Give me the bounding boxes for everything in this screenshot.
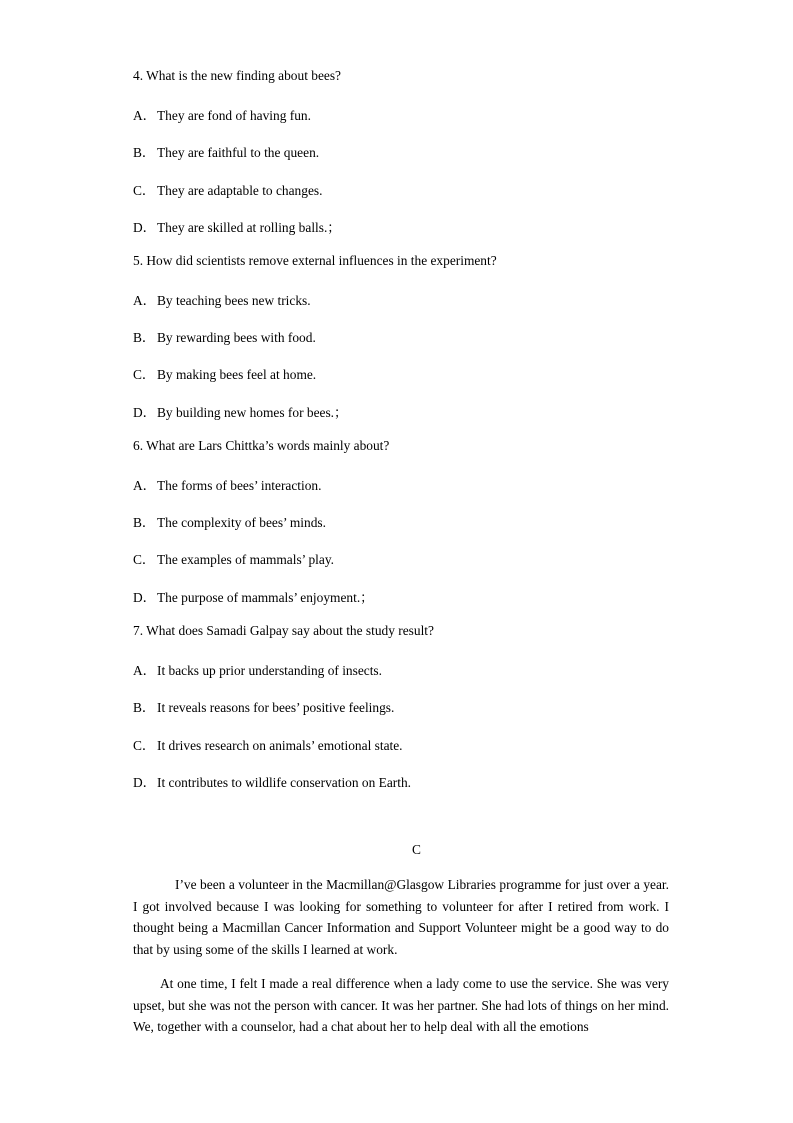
option-letter: B． <box>133 330 156 345</box>
question-4-option-d <box>133 217 341 236</box>
option-text: They are fond of having fun. <box>157 108 311 123</box>
section-c-paragraph-2: At one time, I felt I made a real difference when a lady come to use the service. She was very upset, but she was not the person with cancer. It was her partner. She had lots of things on her mind. We, together with a counselor, had a chat about her to help deal with all the emotions <box>133 976 669 1034</box>
option-letter: C． <box>133 738 156 753</box>
option-letter: D． <box>133 405 157 420</box>
question-5-option-a <box>133 290 311 309</box>
option-text: By building new homes for bees.； <box>157 405 348 420</box>
option-letter: B． <box>133 515 156 530</box>
option-text: They are faithful to the queen. <box>157 145 320 160</box>
question-6-option-a <box>133 475 321 494</box>
section-c-title: C <box>412 842 421 857</box>
option-text: The complexity of bees’ minds. <box>157 515 326 530</box>
question-5-stem: 5. How did scientists remove external influences in the experiment? <box>133 253 497 268</box>
option-text: It drives research on animals’ emotional state. <box>157 738 403 753</box>
option-text: It reveals reasons for bees’ positive feelings. <box>157 700 395 715</box>
section-c-paragraph-1: I’ve been a volunteer in the Macmillan@Glasgow Libraries programme for just over a year. I got involved because I was looking for something to volunteer for after I retired from work. I thought being a Macmillan Cancer Information and Support Volunteer might be a good way to do that by using some of the skills I learned at work. <box>133 877 669 957</box>
question-6-stem: 6. What are Lars Chittka’s words mainly about? <box>133 438 390 453</box>
question-7-option-a <box>133 660 382 679</box>
option-letter: A． <box>133 478 157 493</box>
option-text: The forms of bees’ interaction. <box>157 478 322 493</box>
option-text: They are adaptable to changes. <box>157 183 323 198</box>
question-7-option-d <box>133 772 411 791</box>
option-text: The examples of mammals’ play. <box>157 552 334 567</box>
question-6-option-b <box>133 512 326 531</box>
question-4-stem: 4. What is the new finding about bees? <box>133 68 341 83</box>
option-text: By rewarding bees with food. <box>157 330 316 345</box>
option-letter: D． <box>133 775 157 790</box>
option-letter: C． <box>133 183 156 198</box>
option-letter: A． <box>133 108 157 123</box>
option-text: It backs up prior understanding of insects. <box>157 663 382 678</box>
question-4-option-a <box>133 105 311 124</box>
question-5-option-c <box>133 364 316 383</box>
question-4-option-b <box>133 142 319 161</box>
option-text: They are skilled at rolling balls.； <box>157 220 341 235</box>
option-text: It contributes to wildlife conservation on Earth. <box>157 775 411 790</box>
option-letter: C． <box>133 552 156 567</box>
question-4-option-c <box>133 180 322 199</box>
question-6-option-d <box>133 587 374 606</box>
option-letter: A． <box>133 663 157 678</box>
option-letter: C． <box>133 367 156 382</box>
question-7-option-b <box>133 697 394 716</box>
question-7-stem: 7. What does Samadi Galpay say about the study result? <box>133 623 434 638</box>
question-7-option-c <box>133 735 403 754</box>
option-text: The purpose of mammals’ enjoyment.； <box>157 590 374 605</box>
option-text: By making bees feel at home. <box>157 367 317 382</box>
question-5-option-b <box>133 327 316 346</box>
option-letter: B． <box>133 700 156 715</box>
question-6-option-c <box>133 549 334 568</box>
question-5-option-d <box>133 402 347 421</box>
option-letter: D． <box>133 590 157 605</box>
option-letter: A． <box>133 293 157 308</box>
option-text: By teaching bees new tricks. <box>157 293 311 308</box>
option-letter: D． <box>133 220 157 235</box>
option-letter: B． <box>133 145 156 160</box>
